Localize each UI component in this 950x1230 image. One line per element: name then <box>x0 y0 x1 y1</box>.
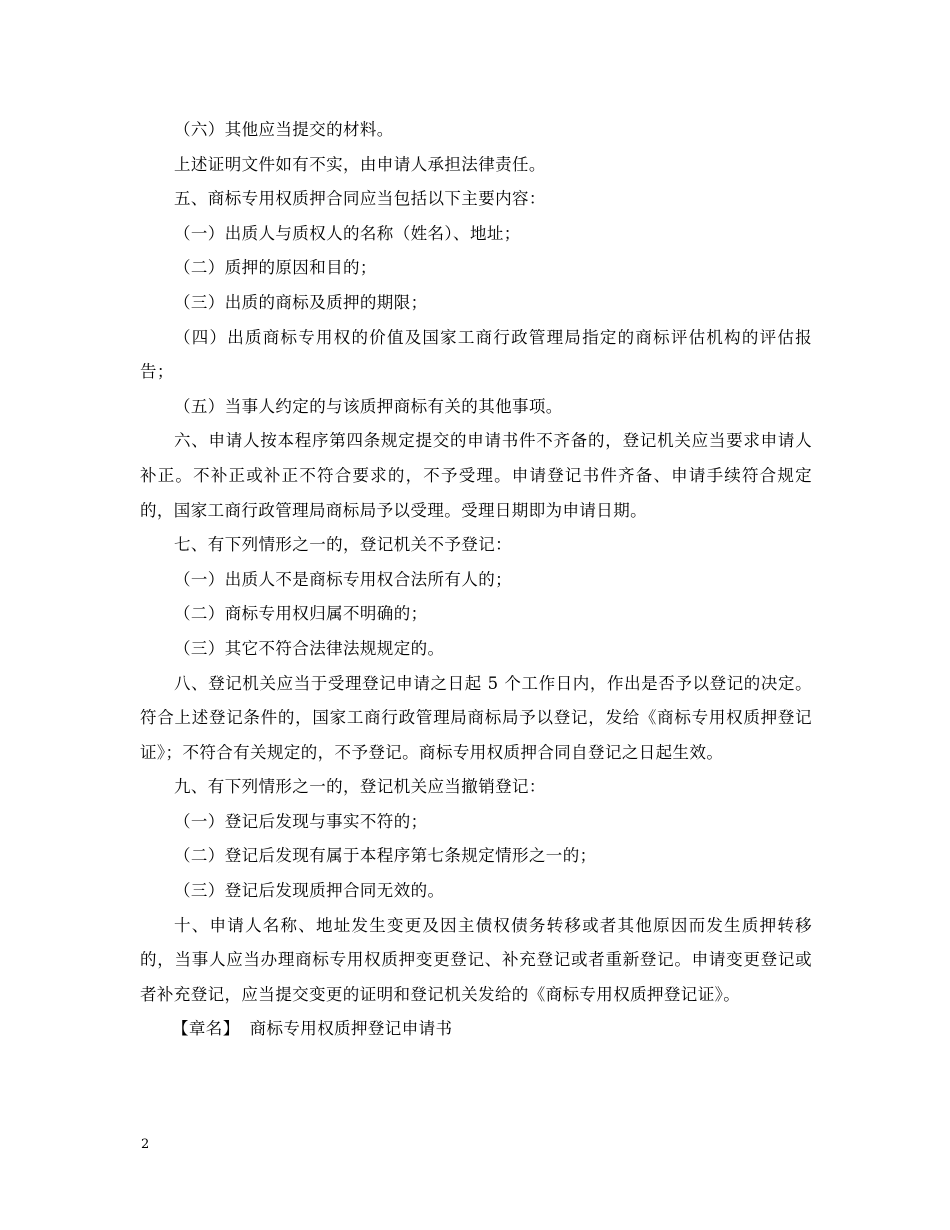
paragraph-9-item-1: （一）登记后发现与事实不符的； <box>174 811 428 831</box>
chapter-label: 【章名】 <box>172 1019 240 1039</box>
paragraph-section-10: 十、申请人名称、地址发生变更及因主债权债务转移或者其他原因而发生质押转移的，当事人应当办理商标专用权质押变更登记、补充登记或者重新登记。申请变更登记或者补充登记，应当提交变更的证明和登记机关发给的《商标专用权质押登记证》。 <box>140 915 812 1004</box>
paragraph-section-8: 八、登记机关应当于受理登记申请之日起 5 个工作日内，作出是否予以登记的决定。符合上述登记条件的，国家工商行政管理局商标局予以登记，发给《商标专用权质押登记证》；不符合有关规定的，不予登记。商标专用权质押合同自登记之日起生效。 <box>140 673 812 762</box>
paragraph-5-item-1: （一）出质人与质权人的名称（姓名）、地址； <box>174 223 521 243</box>
paragraph-section-7-heading: 七、有下列情形之一的，登记机关不予登记： <box>174 535 512 555</box>
paragraph-7-item-1: （一）出质人不是商标专用权合法所有人的； <box>174 569 512 589</box>
chapter-heading <box>140 1012 812 1047</box>
paragraph-5-item-3: （三）出质的商标及质押的期限； <box>174 292 428 312</box>
chapter-title: 商标专用权质押登记申请书 <box>249 1019 453 1039</box>
paragraph-5-item-2: （二）质押的原因和目的； <box>174 258 377 278</box>
paragraph-7-item-3: （三）其它不符合法律法规规定的。 <box>174 638 445 658</box>
paragraph-7-item-2: （二）商标专用权归属不明确的； <box>174 604 428 624</box>
page-number: 2 <box>141 1137 150 1152</box>
paragraph-9-item-3: （三）登记后发现质押合同无效的。 <box>174 881 445 901</box>
paragraph-item-6-other-materials: （六）其他应当提交的材料。 <box>174 120 394 139</box>
paragraph-9-item-2: （二）登记后发现有属于本程序第七条规定情形之一的； <box>174 846 597 866</box>
document-body <box>140 113 812 1047</box>
paragraph-section-9-heading: 九、有下列情形之一的，登记机关应当撤销登记： <box>174 777 546 797</box>
paragraph-section-5-heading: 五、商标专用权质押合同应当包括以下主要内容： <box>174 189 546 209</box>
paragraph-5-item-4: （四）出质商标专用权的价值及国家工商行政管理局指定的商标评估机构的评估报告； <box>140 327 812 382</box>
paragraph-legal-liability: 上述证明文件如有不实，由申请人承担法律责任。 <box>174 154 546 174</box>
paragraph-section-6: 六、申请人按本程序第四条规定提交的申请书件不齐备的，登记机关应当要求申请人补正。不补正或补正不符合要求的，不予受理。申请登记书件齐备、申请手续符合规定的，国家工商行政管理局商标局予以受理。受理日期即为申请日期。 <box>140 431 812 520</box>
paragraph-5-item-5: （五）当事人约定的与该质押商标有关的其他事项。 <box>174 396 563 416</box>
